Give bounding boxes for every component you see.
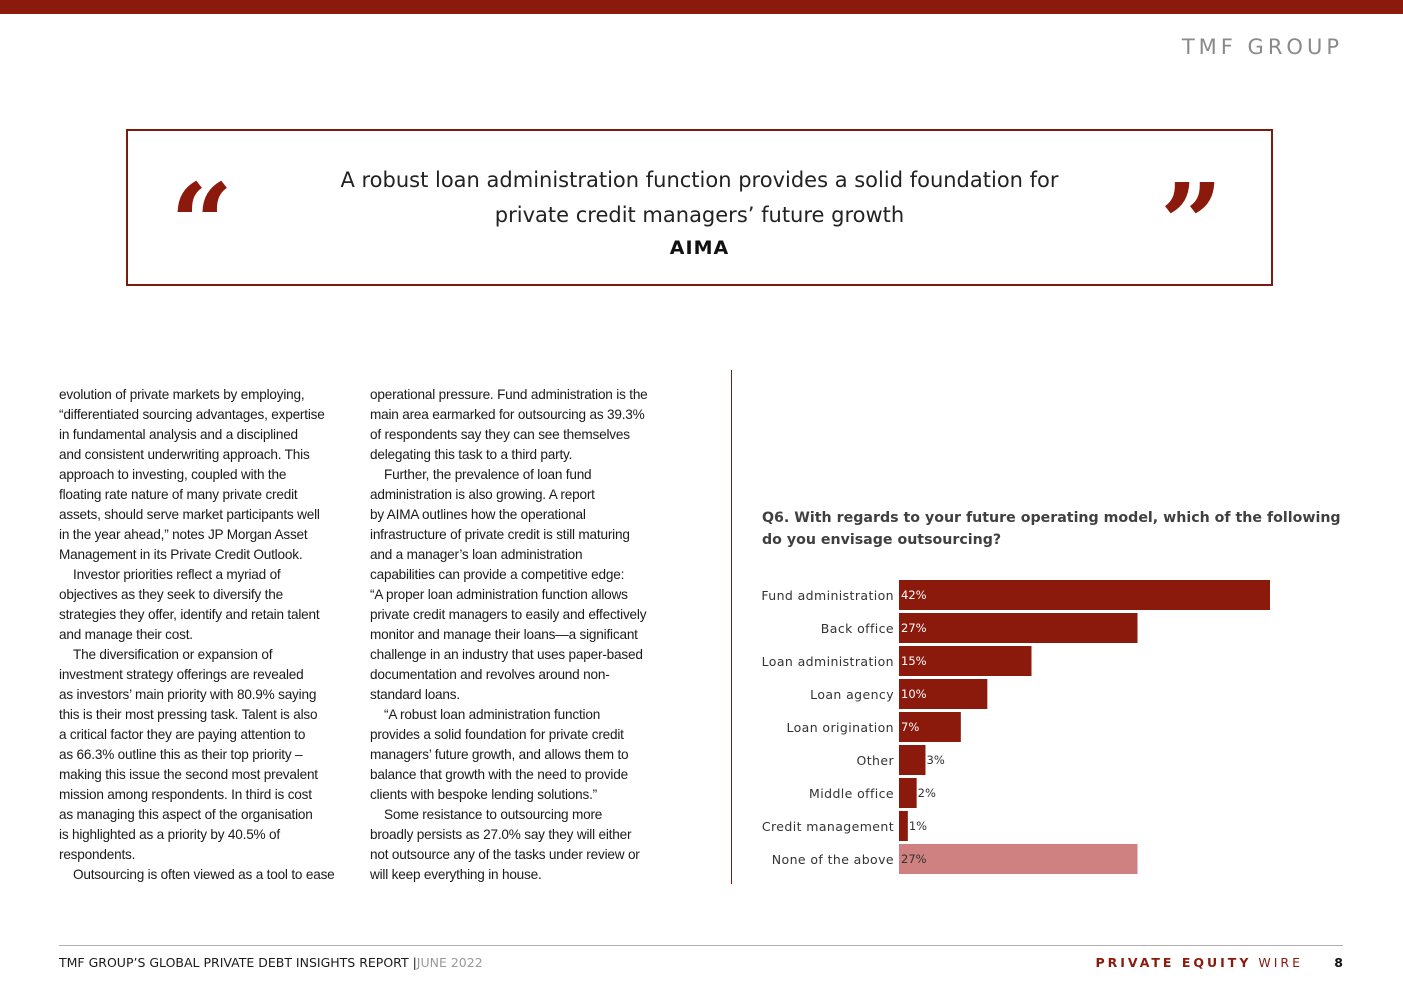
body-text-line: and a manager’s loan administration xyxy=(370,547,583,562)
body-text-line: delegating this task to a third party. xyxy=(370,447,573,462)
body-text-column-2 xyxy=(370,385,660,885)
pull-quote-author: AIMA xyxy=(669,237,730,259)
body-text-line: broadly persists as 27.0% say they will either xyxy=(370,827,632,842)
body-text-line: Outsourcing is often viewed as a tool to ease xyxy=(73,867,335,882)
footer-report-title: TMF GROUP’S GLOBAL PRIVATE DEBT INSIGHTS REPORT xyxy=(59,955,409,970)
body-text-line: clients with bespoke lending solutions.” xyxy=(370,787,598,802)
pull-quote-box xyxy=(126,129,1273,286)
value-label: 15% xyxy=(901,654,927,668)
body-text-column-1 xyxy=(59,385,349,885)
body-text-line: “A proper loan administration function allows xyxy=(370,587,628,602)
body-text-line: private credit managers to easily and effectively xyxy=(370,607,647,622)
brand-logo-text: TMF GROUP xyxy=(1181,35,1343,59)
body-text-line: assets, should serve market participants well xyxy=(59,507,320,522)
value-label: 42% xyxy=(901,588,927,602)
category-label: Loan origination xyxy=(786,720,894,735)
body-text-line: administration is also growing. A report xyxy=(370,487,595,502)
body-text-line: Management in its Private Credit Outlook. xyxy=(59,547,303,562)
bar xyxy=(899,745,926,775)
page-number: 8 xyxy=(1334,955,1343,970)
body-text-line: mission among respondents. In third is cost xyxy=(59,787,312,802)
body-text-line: The diversification or expansion of xyxy=(73,647,273,662)
pull-quote-line-2: private credit managers’ future growth xyxy=(494,203,905,227)
value-label: 10% xyxy=(901,687,927,701)
footer-publication-light: WIRE xyxy=(1258,955,1303,970)
footer-separator: | xyxy=(412,955,417,970)
body-text-line: infrastructure of private credit is still maturing xyxy=(370,527,630,542)
close-quote-icon: ” xyxy=(1159,159,1223,288)
footer-publication xyxy=(1095,955,1303,970)
column-divider xyxy=(731,370,732,884)
bar xyxy=(899,580,1270,610)
footer-report-info xyxy=(59,955,483,970)
footer-rule xyxy=(59,945,1343,946)
body-text-line: strategies they offer, identify and retain talent xyxy=(59,607,320,622)
body-text-line: documentation and revolves around non- xyxy=(370,667,610,682)
category-label: Middle office xyxy=(809,786,894,801)
value-label: 27% xyxy=(901,852,927,866)
bar-chart-svg xyxy=(740,570,1340,890)
pull-quote-text xyxy=(308,163,1091,233)
body-text-line: not outsource any of the tasks under review or xyxy=(370,847,640,862)
category-label: Back office xyxy=(820,621,894,636)
footer-publication-bold: PRIVATE EQUITY xyxy=(1095,955,1252,970)
bar xyxy=(899,811,908,841)
body-text-line: challenge in an industry that uses paper-based xyxy=(370,647,643,662)
category-label: Other xyxy=(856,753,894,768)
top-accent-bar xyxy=(0,0,1403,14)
value-label: 2% xyxy=(917,786,936,800)
bar xyxy=(899,778,917,808)
category-label: Credit management xyxy=(761,819,894,834)
category-label: Fund administration xyxy=(761,588,894,603)
body-text-line: this is their most pressing task. Talent is also xyxy=(59,707,318,722)
body-text-line: in the year ahead,” notes JP Morgan Asset xyxy=(59,527,308,542)
bar xyxy=(899,844,1138,874)
body-text-line: a critical factor they are paying attention to xyxy=(59,727,306,742)
body-text-line: of respondents say they can see themselves xyxy=(370,427,630,442)
body-text-line: will keep everything in house. xyxy=(370,867,542,882)
body-text-line: evolution of private markets by employing, xyxy=(59,387,305,402)
body-text-line: and manage their cost. xyxy=(59,627,193,642)
chart-title: Q6. With regards to your future operating model, which of the following do you envisage outsourcing? xyxy=(762,510,1341,548)
body-text-line: Investor priorities reflect a myriad of xyxy=(73,567,281,582)
body-text-line: is highlighted as a priority by 40.5% of xyxy=(59,827,280,842)
body-text-line: making this issue the second most prevalent xyxy=(59,767,318,782)
body-text-line: main area earmarked for outsourcing as 39.3% xyxy=(370,407,645,422)
body-text-line: as 66.3% outline this as their top priority – xyxy=(59,747,303,762)
body-text-line: provides a solid foundation for private credit xyxy=(370,727,624,742)
body-text-line: balance that growth with the need to provide xyxy=(370,767,628,782)
body-text-line: monitor and manage their loans—a significant xyxy=(370,627,638,642)
value-label: 7% xyxy=(901,720,920,734)
body-text-line: Some resistance to outsourcing more xyxy=(384,807,603,822)
body-text-line: as managing this aspect of the organisation xyxy=(59,807,313,822)
body-text-line: floating rate nature of many private credit xyxy=(59,487,298,502)
body-text-line: “A robust loan administration function xyxy=(384,707,601,722)
pull-quote-line-1: A robust loan administration function provides a solid foundation for xyxy=(340,168,1059,192)
body-text-line: approach to investing, coupled with the xyxy=(59,467,287,482)
bar xyxy=(899,613,1138,643)
body-text-line: in fundamental analysis and a disciplined xyxy=(59,427,298,442)
value-label: 1% xyxy=(908,819,928,833)
body-text-line: by AIMA outlines how the operational xyxy=(370,507,586,522)
body-text-line: investment strategy offerings are revealed xyxy=(59,667,304,682)
body-text-line: and consistent underwriting approach. This xyxy=(59,447,310,462)
body-text-line: standard loans. xyxy=(370,687,460,702)
body-text-line: Further, the prevalence of loan fund xyxy=(384,467,592,482)
body-text-line: operational pressure. Fund administration is the xyxy=(370,387,648,402)
bar-chart xyxy=(740,570,1340,890)
footer-date: JUNE 2022 xyxy=(416,955,483,970)
value-label: 3% xyxy=(926,753,945,767)
value-label: 27% xyxy=(901,621,927,635)
body-text-line: as investors’ main priority with 80.9% saying xyxy=(59,687,317,702)
category-label: Loan administration xyxy=(761,654,894,669)
body-text-line: respondents. xyxy=(59,847,136,862)
body-text-line: managers’ future growth, and allows them to xyxy=(370,747,629,762)
body-text-line: capabilities can provide a competitive edge: xyxy=(370,567,625,582)
category-label: None of the above xyxy=(771,852,894,867)
open-quote-icon: “ xyxy=(170,159,234,288)
category-label: Loan agency xyxy=(810,687,894,702)
body-text-line: objectives as they seek to diversify the xyxy=(59,587,283,602)
body-text-line: “differentiated sourcing advantages, expertise xyxy=(59,407,325,422)
